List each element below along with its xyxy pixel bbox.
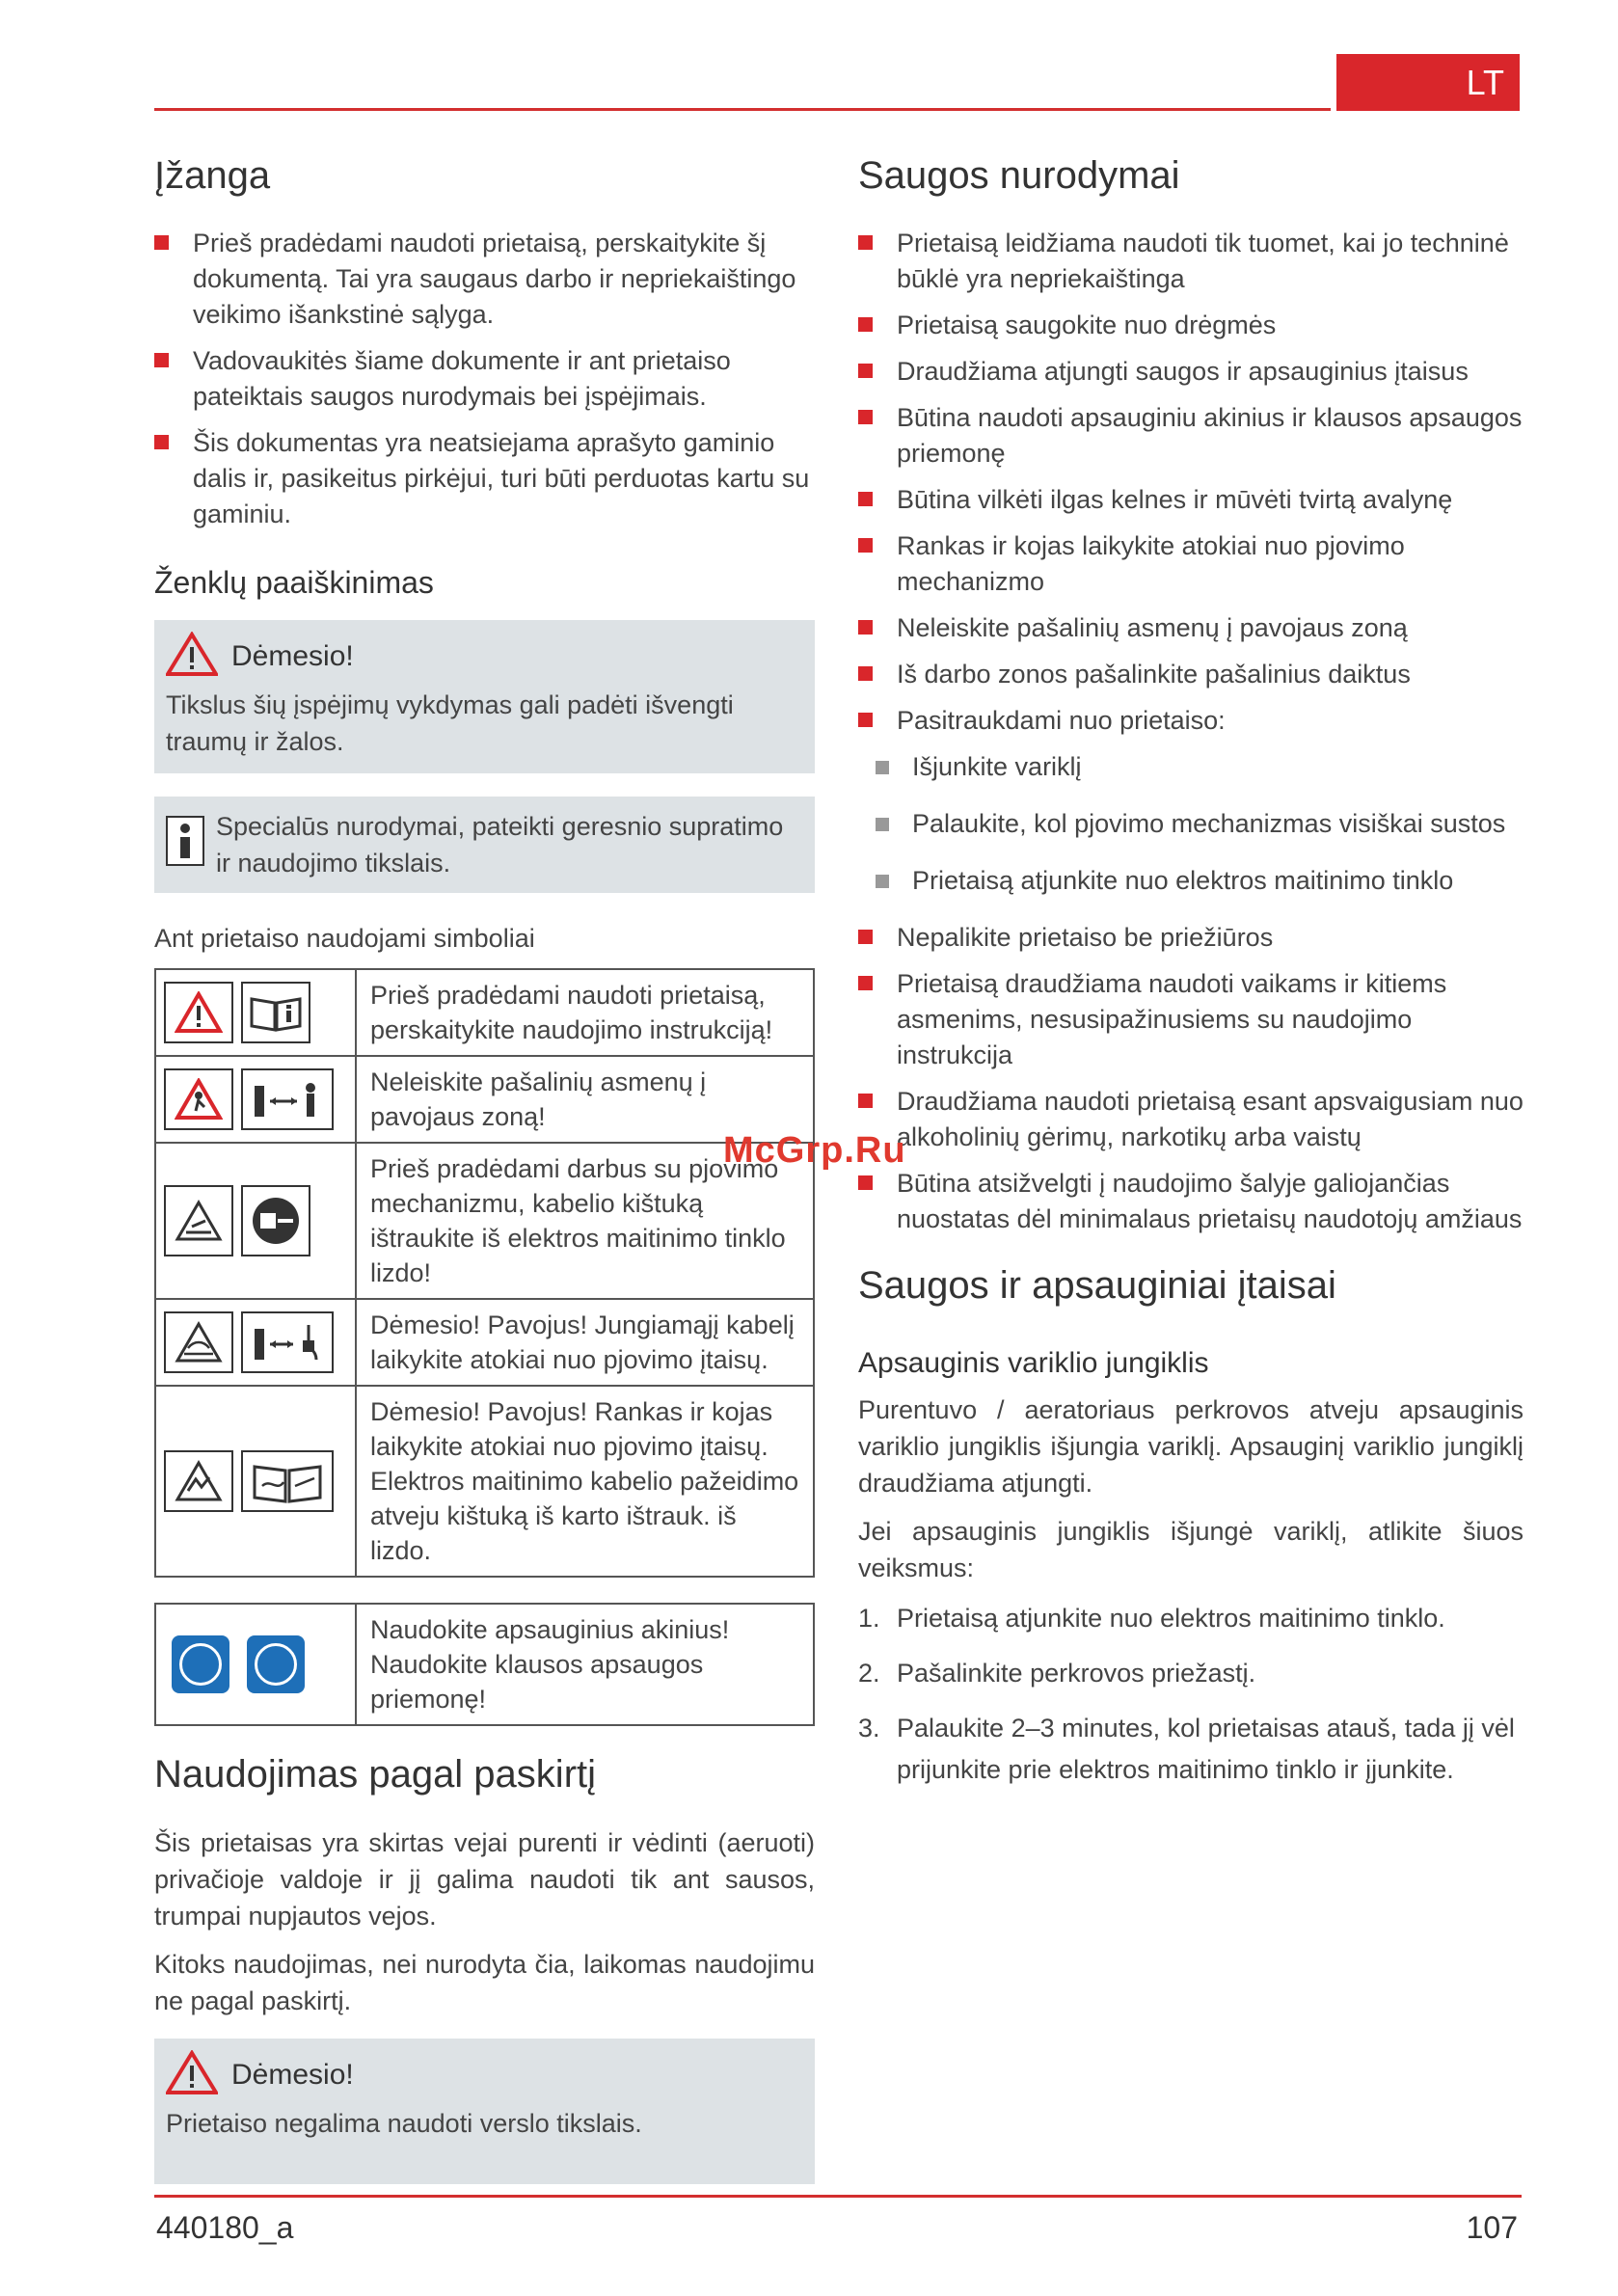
- info-text: Specialūs nurodymai, pateikti geresnio supratimo ir naudojimo tikslais.: [216, 812, 784, 878]
- warning-text: Prietaiso negalima naudoti verslo tikslais.: [166, 2109, 642, 2138]
- sub-list-item: Prietaisą atjunkite nuo elektros maitinimo tinklo: [858, 863, 1524, 899]
- warning-title: Dėmesio!: [231, 639, 354, 672]
- damaged-cable-manual-icon: [241, 1450, 334, 1512]
- hands-feet-warning-icon: [164, 1450, 233, 1512]
- list-item: Vadovaukitės šiame dokumente ir ant prietaiso pateiktais saugos nurodymais bei įspėjimais.: [154, 343, 815, 415]
- devices-subtitle: Apsauginis variklio jungiklis: [858, 1347, 1209, 1379]
- symbol-description: Dėmesio! Pavojus! Jungiamąjį kabelį laikykite atokiai nuo pjovimo įtaisų.: [356, 1299, 814, 1386]
- symbol-description: Prieš pradėdami darbus su pjovimo mechanizmu, kabelio kištuką ištraukite iš elektros maitinimo tinklo lizdo!: [356, 1143, 814, 1299]
- signs-title: Ženklų paaiškinimas: [154, 565, 434, 600]
- cable-distance-icon: [241, 1311, 334, 1373]
- list-item: Draudžiama naudoti prietaisą esant apsvaigusiam nuo alkoholinių gėrimų, narkotikų arba vaistų: [858, 1084, 1524, 1155]
- warning-triangle-icon: [166, 632, 218, 681]
- list-item: Būtina atsižvelgti į naudojimo šalyje galiojančias nuostatas dėl minimalaus prietaisų naudotojų amžiaus: [858, 1166, 1524, 1237]
- list-item: Prietaisą leidžiama naudoti tik tuomet, kai jo techninė būklė yra nepriekaištinga: [858, 226, 1524, 297]
- list-item: Šis dokumentas yra neatsiejama aprašyto gaminio dalis ir, pasikeitus pirkėjui, turi būti perduotas kartu su gaminiu.: [154, 425, 815, 532]
- list-item: Iš darbo zonos pašalinkite pašalinius daiktus: [858, 657, 1524, 692]
- usage-paragraph: Kitoks naudojimas, nei nurodyta čia, laikomas naudojimu ne pagal paskirtį.: [154, 1950, 815, 2015]
- blade-warning-icon: [164, 1185, 233, 1256]
- symbol-description: Dėmesio! Pavojus! Rankas ir kojas laikykite atokiai nuo pjovimo įtaisų. Elektros maitinimo kabelio pažeidimo atveju kištuką iš karto ištrauk. iš lizdo.: [356, 1386, 814, 1577]
- ear-protection-icon: [247, 1635, 305, 1693]
- info-box: [154, 797, 815, 893]
- page-number: 107: [1466, 2210, 1518, 2245]
- eye-protection-icon: [172, 1635, 229, 1693]
- devices-paragraph: Jei apsauginis jungiklis išjungė variklį, atlikite šiuos veiksmus:: [858, 1517, 1524, 1582]
- safety-title: Saugos nurodymai: [858, 154, 1180, 197]
- list-item: Nepalikite prietaiso be priežiūros: [858, 920, 1524, 956]
- unplug-icon: [241, 1185, 310, 1256]
- usage-title: Naudojimas pagal paskirtį: [154, 1753, 597, 1796]
- thrown-objects-warning-icon: [164, 1068, 233, 1130]
- list-item: Prieš pradėdami naudoti prietaisą, perskaitykite šį dokumentą. Tai yra saugaus darbo ir nepriekaištingo veikimo išankstinė sąlyga.: [154, 226, 815, 333]
- list-item: Prietaisą saugokite nuo drėgmės: [858, 308, 1524, 343]
- devices-title: Saugos ir apsauginiai įtaisai: [858, 1264, 1336, 1307]
- ppe-description: Naudokite apsauginius akinius! Naudokite klausos apsaugos priemonę!: [356, 1604, 814, 1725]
- ppe-table: [154, 1603, 815, 1726]
- usage-paragraph: Šis prietaisas yra skirtas vejai purenti ir vėdinti (aeruoti) privačioje valdoje ir jį galima naudoti tik ant sausos, trumpai nupjautos vejos.: [154, 1828, 815, 1931]
- right-column: [858, 152, 1524, 1804]
- list-item: Rankas ir kojas laikykite atokiai nuo pjovimo mechanizmo: [858, 528, 1524, 600]
- sub-list-item: Palaukite, kol pjovimo mechanizmas visiškai sustos: [858, 806, 1524, 842]
- list-item: Pasitraukdami nuo prietaiso:: [858, 703, 1524, 739]
- warning-symbol-icon: [164, 982, 233, 1043]
- footer-rule: [154, 2195, 1522, 2198]
- symbols-table: [154, 968, 815, 1578]
- header-rule: [154, 108, 1331, 111]
- list-item: 1. Prietaisą atjunkite nuo elektros maitinimo tinklo.: [858, 1604, 1445, 1633]
- safety-sub-list: [858, 749, 1524, 899]
- watermark: McGrp.Ru: [723, 1130, 906, 1171]
- cable-warning-icon: [164, 1311, 233, 1373]
- language-tab: LT: [1336, 54, 1520, 111]
- symbols-caption: Ant prietaiso naudojami simboliai: [154, 924, 535, 953]
- steps-list: [858, 1598, 1524, 1791]
- table-row: [155, 1056, 814, 1143]
- symbol-description: Prieš pradėdami naudoti prietaisą, perskaitykite naudojimo instrukciją!: [356, 969, 814, 1056]
- list-item: Būtina vilkėti ilgas kelnes ir mūvėti tvirtą avalynę: [858, 482, 1524, 518]
- intro-list: [154, 226, 815, 532]
- safe-distance-icon: [241, 1068, 334, 1130]
- list-item: Neleiskite pašalinių asmenų į pavojaus zoną: [858, 610, 1524, 646]
- warning-title: Dėmesio!: [231, 2058, 354, 2091]
- symbol-description: Neleiskite pašalinių asmenų į pavojaus zoną!: [356, 1056, 814, 1143]
- list-item: Būtina naudoti apsauginiu akinius ir klausos apsaugos priemonę: [858, 400, 1524, 472]
- list-item: Prietaisą draudžiama naudoti vaikams ir kitiems asmenims, nesusipažinusiems su naudojimo instrukcija: [858, 966, 1524, 1073]
- sub-list-item: Išjunkite variklį: [858, 749, 1524, 785]
- warning-box: [154, 620, 815, 773]
- list-item: 3. Palaukite 2–3 minutes, kol prietaisas atauš, tada jį vėl prijunkite prie elektros maitinimo tinklo ir įjunkite.: [858, 1714, 1515, 1784]
- document-number: 440180_a: [156, 2210, 294, 2245]
- table-row: [155, 969, 814, 1056]
- left-column: [154, 152, 815, 2207]
- list-item: Draudžiama atjungti saugos ir apsauginius įtaisus: [858, 354, 1524, 390]
- safety-list: [858, 226, 1524, 739]
- intro-title: Įžanga: [154, 154, 271, 197]
- usage-warning-box: [154, 2039, 815, 2184]
- info-icon: [166, 816, 204, 866]
- table-row: [155, 1143, 814, 1299]
- table-row: [155, 1604, 814, 1725]
- table-row: [155, 1299, 814, 1386]
- safety-list-continued: [858, 920, 1524, 1237]
- warning-triangle-icon: [166, 2050, 218, 2099]
- list-item: 2. Pašalinkite perkrovos priežastį.: [858, 1659, 1256, 1688]
- warning-text: Tikslus šių įspėjimų vykdymas gali padėti išvengti traumų ir žalos.: [166, 690, 734, 756]
- read-manual-icon: [241, 982, 310, 1043]
- devices-paragraph: Purentuvo / aeratoriaus perkrovos atveju apsauginis variklio jungiklis išjungia variklį. Apsauginį variklio jungiklį draudžiama atjungti.: [858, 1395, 1524, 1498]
- table-row: [155, 1386, 814, 1577]
